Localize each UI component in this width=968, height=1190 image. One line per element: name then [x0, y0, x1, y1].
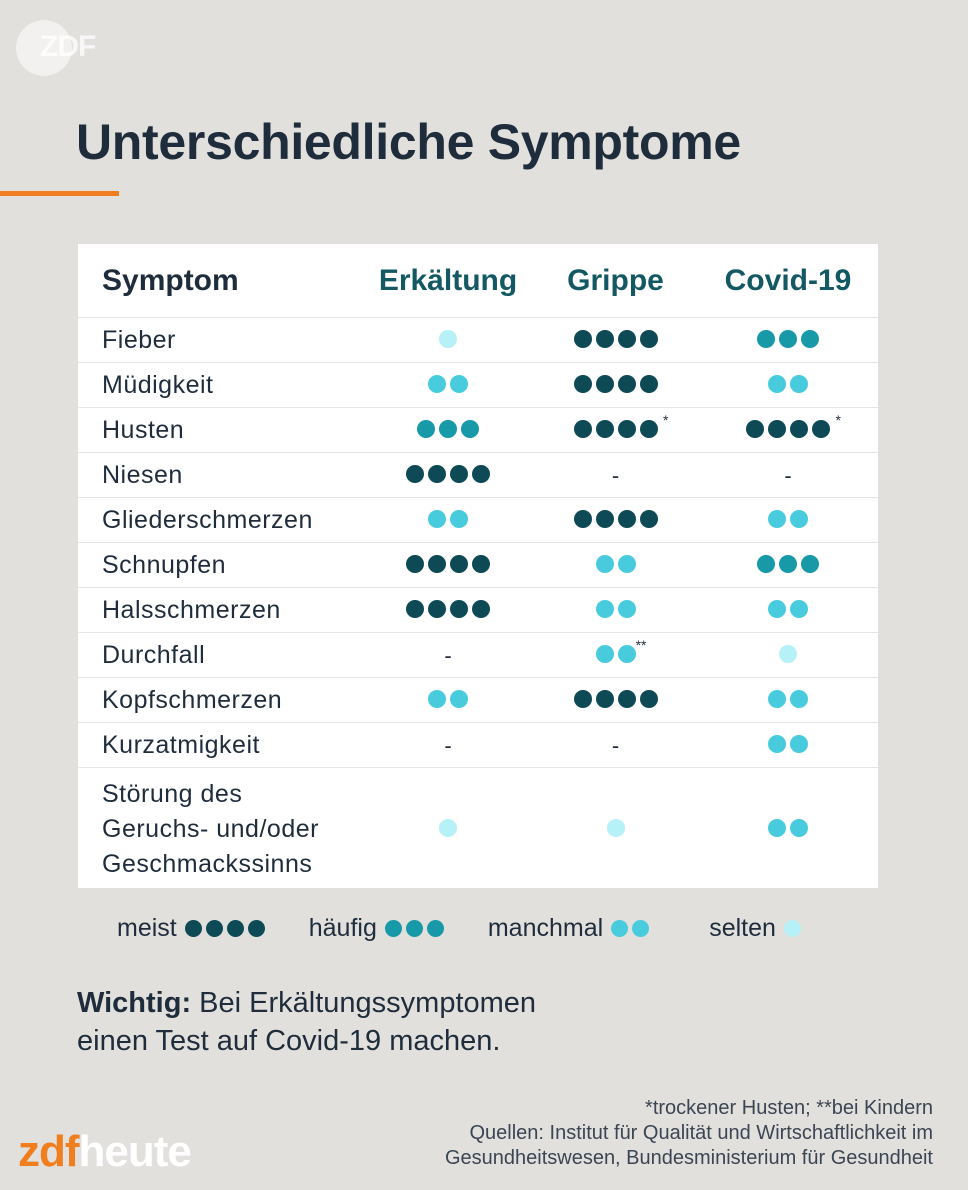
title-accent-line	[0, 191, 119, 196]
frequency-dots	[768, 375, 808, 393]
frequency-cell-erkaeltung	[363, 633, 533, 678]
frequency-dot	[618, 330, 636, 348]
important-label: Wichtig:	[77, 987, 192, 1019]
frequency-cell-covid	[698, 588, 878, 633]
frequency-cell-erkaeltung	[363, 408, 533, 453]
frequency-dot	[768, 819, 786, 837]
table-row	[78, 543, 878, 588]
legend-dot	[784, 920, 801, 937]
frequency-dot	[450, 510, 468, 528]
frequency-cell-covid	[698, 723, 878, 768]
frequency-dot	[790, 600, 808, 618]
frequency-dot	[768, 690, 786, 708]
legend-item	[309, 914, 444, 943]
frequency-dots	[439, 330, 457, 348]
footnote-sources-1: Quellen: Institut für Qualität und Wirtschaftlichkeit im	[469, 1122, 933, 1144]
frequency-cell-grippe	[533, 633, 698, 678]
frequency-dot	[618, 555, 636, 573]
legend-dot	[611, 920, 628, 937]
symptom-table	[78, 244, 878, 890]
frequency-cell-erkaeltung	[363, 453, 533, 498]
frequency-dots	[406, 555, 490, 573]
frequency-cell-covid	[698, 363, 878, 408]
frequency-cell-grippe	[533, 363, 698, 408]
frequency-dot	[596, 555, 614, 573]
frequency-dots	[768, 510, 808, 528]
symptom-name: Schnupfen	[78, 543, 363, 588]
frequency-dot	[461, 420, 479, 438]
zdfheute-logo	[18, 1127, 191, 1177]
legend-dot	[427, 920, 444, 937]
frequency-dot	[757, 555, 775, 573]
legend-label: selten	[709, 914, 776, 942]
frequency-cell-grippe	[533, 678, 698, 723]
symptom-name: Müdigkeit	[78, 363, 363, 408]
frequency-dot	[812, 420, 830, 438]
frequency-cell-erkaeltung	[363, 318, 533, 363]
frequency-dot	[450, 465, 468, 483]
frequency-dots	[779, 645, 797, 663]
column-header-covid: Covid-19	[724, 263, 852, 297]
symptom-name: Kurzatmigkeit	[78, 723, 363, 768]
legend-dots	[385, 920, 444, 937]
frequency-dot	[428, 600, 446, 618]
no-symptom-dash: -	[444, 642, 452, 668]
frequency-dot	[768, 735, 786, 753]
table-body	[78, 318, 878, 891]
frequency-dot	[790, 735, 808, 753]
frequency-dot	[746, 420, 764, 438]
legend-label: häufig	[308, 914, 377, 942]
frequency-cell-covid	[698, 318, 878, 363]
frequency-dots	[746, 411, 841, 438]
frequency-dot	[757, 330, 775, 348]
footnote-sources-2: Gesundheitswesen, Bundesministerium für Gesundheit	[444, 1147, 933, 1169]
frequency-cell-grippe	[533, 588, 698, 633]
frequency-dot	[406, 465, 424, 483]
frequency-dots	[574, 690, 658, 708]
frequency-dot	[618, 510, 636, 528]
frequency-dot	[779, 555, 797, 573]
frequency-dot	[768, 375, 786, 393]
table-row	[78, 453, 878, 498]
frequency-dot	[439, 420, 457, 438]
frequency-dot	[450, 600, 468, 618]
legend-item	[709, 914, 801, 943]
page-title: Unterschiedliche Symptome	[76, 114, 741, 170]
legend-item	[117, 914, 265, 943]
table-row	[78, 633, 878, 678]
frequency-dot	[450, 690, 468, 708]
table-header-row	[78, 244, 878, 318]
symptom-name: Störung des Geruchs- und/oder Geschmackssinns	[78, 768, 363, 891]
frequency-dot	[618, 375, 636, 393]
frequency-dot	[790, 819, 808, 837]
frequency-dot	[428, 690, 446, 708]
frequency-dots	[406, 600, 490, 618]
frequency-dot	[618, 645, 636, 663]
frequency-dots	[768, 600, 808, 618]
legend-dot	[632, 920, 649, 937]
frequency-dots	[757, 555, 819, 573]
frequency-dot	[640, 330, 658, 348]
frequency-dots	[406, 465, 490, 483]
legend-item	[488, 914, 649, 943]
column-header-grippe: Grippe	[567, 263, 664, 297]
frequency-dots	[596, 600, 636, 618]
frequency-dots	[574, 510, 658, 528]
frequency-dot	[801, 555, 819, 573]
frequency-dots	[428, 375, 468, 393]
important-line2: einen Test auf Covid-19 machen.	[77, 1025, 501, 1057]
frequency-dot	[574, 420, 592, 438]
frequency-dot	[768, 420, 786, 438]
footnotes	[445, 1096, 933, 1171]
frequency-dot	[790, 375, 808, 393]
column-header-erkaeltung: Erkältung	[378, 263, 518, 297]
frequency-cell-grippe	[533, 543, 698, 588]
frequency-cell-grippe	[533, 498, 698, 543]
frequency-dot	[790, 510, 808, 528]
legend-dot	[385, 920, 402, 937]
frequency-dot	[417, 420, 435, 438]
symptom-name: Halsschmerzen	[78, 588, 363, 633]
frequency-dots	[768, 735, 808, 753]
frequency-dot	[428, 510, 446, 528]
frequency-dot	[406, 600, 424, 618]
column-header-symptom: Symptom	[102, 263, 239, 297]
frequency-dots	[574, 375, 658, 393]
no-symptom-dash: -	[784, 462, 792, 488]
frequency-dots	[428, 510, 468, 528]
frequency-dots	[574, 330, 658, 348]
frequency-dots	[596, 636, 647, 663]
frequency-cell-erkaeltung	[363, 543, 533, 588]
frequency-dot	[768, 600, 786, 618]
table-row	[78, 498, 878, 543]
frequency-dot	[640, 510, 658, 528]
frequency-dot	[596, 375, 614, 393]
frequency-dot	[640, 690, 658, 708]
brand-zdf: zdf	[18, 1127, 79, 1176]
frequency-cell-grippe	[533, 453, 698, 498]
frequency-dot	[596, 330, 614, 348]
legend-label: meist	[117, 914, 177, 942]
footnote-marker: **	[635, 636, 647, 653]
frequency-cell-erkaeltung	[363, 588, 533, 633]
legend-label: manchmal	[487, 914, 604, 942]
frequency-dots	[428, 690, 468, 708]
legend-dots	[784, 920, 801, 937]
no-symptom-dash: -	[444, 732, 452, 758]
legend-dots	[185, 920, 265, 937]
table-row	[78, 363, 878, 408]
frequency-dot	[596, 420, 614, 438]
frequency-dot	[574, 375, 592, 393]
frequency-cell-covid	[698, 408, 878, 453]
frequency-dot	[428, 375, 446, 393]
symptom-table-card	[78, 244, 878, 888]
symptom-name: Fieber	[78, 318, 363, 363]
frequency-dots	[439, 819, 457, 837]
frequency-cell-covid	[698, 678, 878, 723]
frequency-dot	[768, 510, 786, 528]
important-line1: Bei Erkältungssymptomen	[199, 987, 537, 1019]
frequency-dots	[768, 690, 808, 708]
no-symptom-dash: -	[611, 732, 620, 758]
frequency-cell-covid	[698, 633, 878, 678]
table-row	[78, 768, 878, 891]
frequency-cell-covid	[698, 498, 878, 543]
frequency-cell-erkaeltung	[363, 678, 533, 723]
frequency-cell-erkaeltung	[363, 498, 533, 543]
frequency-cell-covid	[698, 453, 878, 498]
important-note	[77, 984, 536, 1060]
frequency-dot	[596, 690, 614, 708]
frequency-dot	[450, 375, 468, 393]
footnote-marker: *	[835, 411, 841, 428]
frequency-cell-grippe	[533, 408, 698, 453]
legend-dot	[227, 920, 244, 937]
frequency-dot	[596, 600, 614, 618]
symptom-name: Niesen	[78, 453, 363, 498]
zdf-logo-text: ZDF	[40, 30, 96, 63]
frequency-dot	[618, 600, 636, 618]
frequency-dot	[472, 600, 490, 618]
frequency-dots	[417, 420, 479, 438]
frequency-dot	[428, 465, 446, 483]
frequency-cell-erkaeltung	[363, 363, 533, 408]
legend-dot	[206, 920, 223, 937]
frequency-cell-covid	[698, 543, 878, 588]
table-row	[78, 678, 878, 723]
frequency-dot	[574, 510, 592, 528]
legend	[117, 914, 801, 943]
frequency-dots	[596, 555, 636, 573]
frequency-dot	[428, 555, 446, 573]
symptom-name: Gliederschmerzen	[78, 498, 363, 543]
frequency-dots	[607, 819, 625, 837]
frequency-dot	[640, 375, 658, 393]
legend-dot	[185, 920, 202, 937]
legend-dots	[611, 920, 649, 937]
brand-heute: heute	[78, 1127, 191, 1176]
table-row	[78, 318, 878, 363]
frequency-dot	[640, 420, 658, 438]
frequency-dots	[757, 330, 819, 348]
table-row	[78, 408, 878, 453]
frequency-dot	[596, 645, 614, 663]
footnote-marker: *	[663, 411, 669, 428]
frequency-dot	[450, 555, 468, 573]
frequency-dot	[439, 330, 457, 348]
frequency-cell-erkaeltung	[363, 723, 533, 768]
frequency-dots	[768, 819, 808, 837]
frequency-dot	[439, 819, 457, 837]
frequency-dot	[790, 690, 808, 708]
footnote-note: *trockener Husten; **bei Kindern	[645, 1097, 933, 1119]
frequency-cell-covid	[698, 768, 878, 891]
frequency-dot	[574, 690, 592, 708]
frequency-dots	[574, 411, 669, 438]
legend-dot	[406, 920, 423, 937]
no-symptom-dash: -	[611, 462, 620, 488]
frequency-dot	[618, 420, 636, 438]
symptom-name: Husten	[78, 408, 363, 453]
legend-dot	[248, 920, 265, 937]
frequency-dot	[801, 330, 819, 348]
frequency-dot	[790, 420, 808, 438]
frequency-dot	[596, 510, 614, 528]
symptom-name: Kopfschmerzen	[78, 678, 363, 723]
frequency-dot	[779, 330, 797, 348]
frequency-dot	[406, 555, 424, 573]
frequency-dot	[618, 690, 636, 708]
symptom-name: Durchfall	[78, 633, 363, 678]
frequency-cell-grippe	[533, 723, 698, 768]
frequency-cell-grippe	[533, 318, 698, 363]
frequency-dot	[472, 555, 490, 573]
frequency-dot	[779, 645, 797, 663]
frequency-dot	[607, 819, 625, 837]
table-row	[78, 588, 878, 633]
frequency-dot	[472, 465, 490, 483]
frequency-dot	[574, 330, 592, 348]
frequency-cell-grippe	[533, 768, 698, 891]
table-row	[78, 723, 878, 768]
frequency-cell-erkaeltung	[363, 768, 533, 891]
